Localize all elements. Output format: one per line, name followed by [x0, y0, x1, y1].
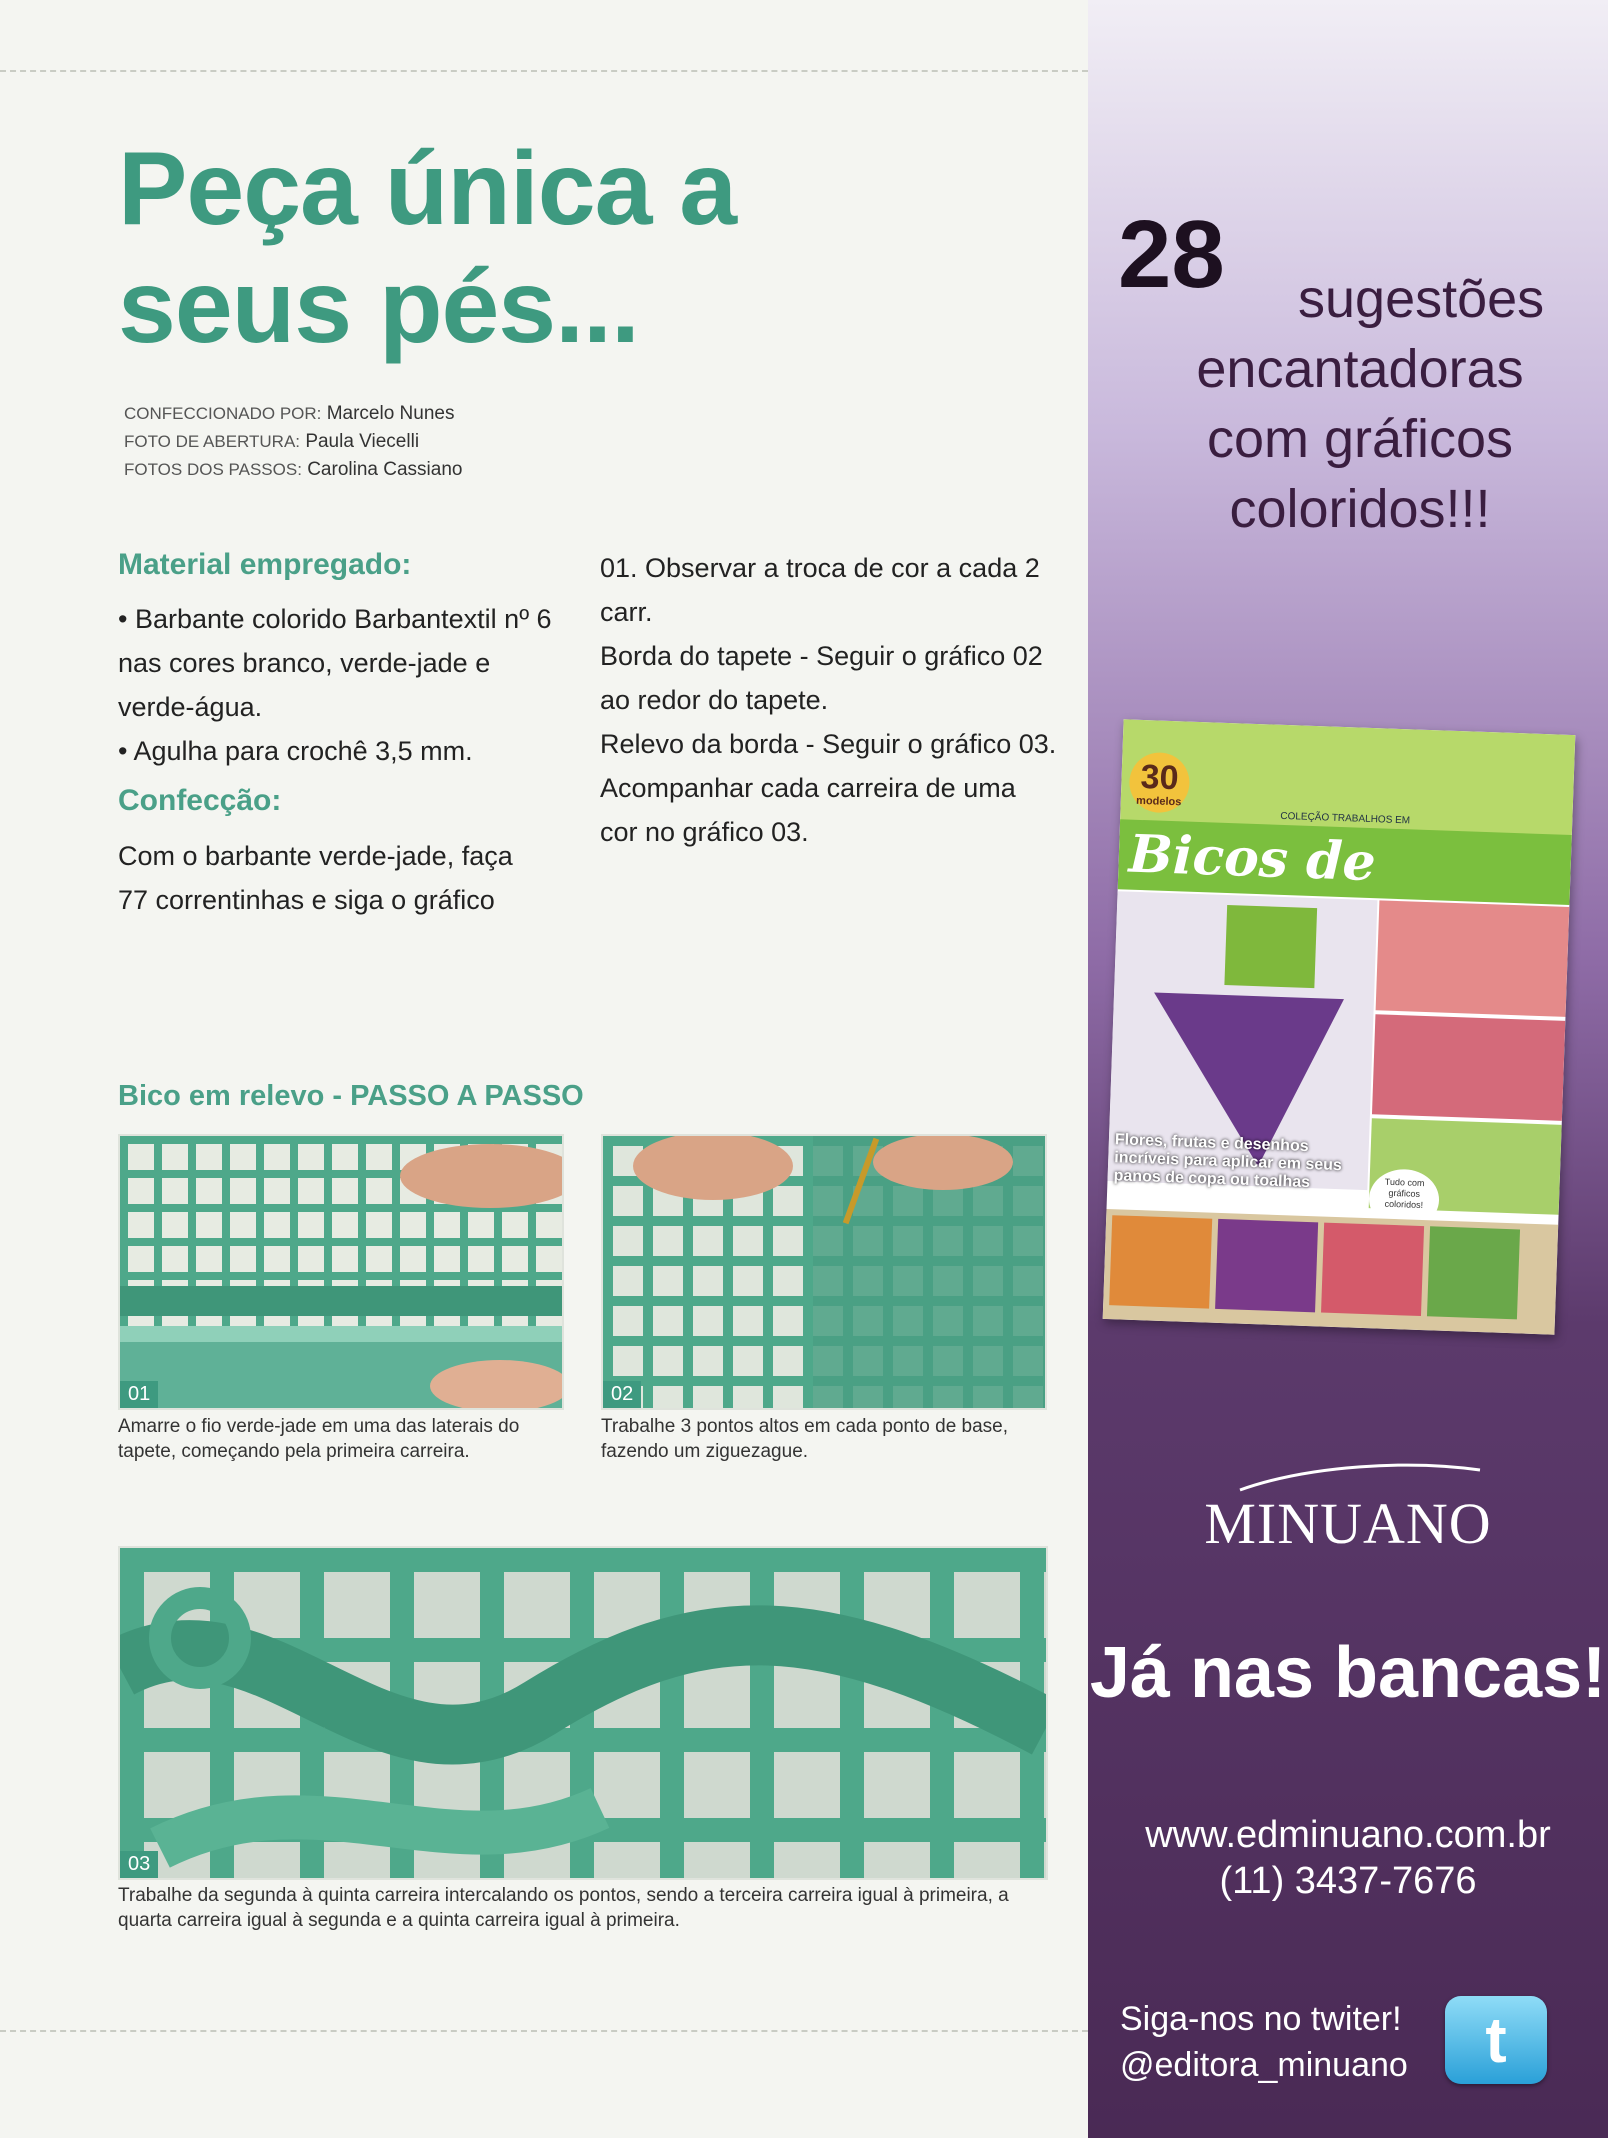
cover-badge: [1128, 752, 1190, 814]
credit-step-photos: [124, 456, 462, 484]
confeccao-heading: Confecção:: [118, 784, 282, 817]
step-photo-02: [601, 1134, 1047, 1410]
cover-edge-photo: [1372, 1014, 1565, 1121]
cover-blurb: Flores, frutas e desenhos incríveis para aplicar em seus panos de copa ou toalhas: [1113, 1131, 1343, 1192]
cover-thumb: [1427, 1226, 1520, 1319]
credit-opening-photo: [124, 428, 462, 456]
top-divider: [0, 70, 1088, 72]
instruction-paragraph: Borda do tapete - Seguir o gráfico 02 ao redor do tapete.: [600, 641, 1043, 715]
article-title: [118, 130, 918, 366]
step-photo-03: [118, 1546, 1048, 1880]
cover-tag: Tudo com gráficos coloridos!: [1368, 1168, 1440, 1230]
material-heading: Material empregado:: [118, 548, 412, 581]
cover-badge-number: 30: [1140, 757, 1180, 798]
crochet-mesh-image: [120, 1136, 562, 1408]
title-line-1: Peça única a: [118, 131, 737, 247]
credit-value: Marcelo Nunes: [326, 403, 455, 424]
credit-value: Carolina Cassiano: [307, 459, 463, 480]
cover-thumb: [1109, 1215, 1212, 1308]
credit-made-by: [124, 400, 462, 428]
credit-value: Paula Viecelli: [305, 431, 420, 452]
ad-headline-word: sugestões: [1298, 269, 1545, 329]
twitter-handle[interactable]: @editora_minuano: [1120, 2046, 1408, 2084]
step-number-badge: 01: [120, 1381, 158, 1408]
credit-label: CONFECCIONADO POR:: [124, 404, 322, 423]
step-photo-01: [118, 1134, 564, 1410]
cover-series: COLEÇÃO TRABALHOS EM: [1280, 810, 1411, 827]
cover-title: Bicos de: [1127, 823, 1377, 894]
material-item: • Barbante colorido Barbantextil nº 6 nas cores branco, verde-jade e verde-água.: [118, 604, 552, 722]
cover-thumb: [1321, 1223, 1424, 1316]
title-line-2: seus pés...: [118, 249, 639, 365]
credit-label: FOTO DE ABERTURA:: [124, 432, 301, 451]
cover-title-band: [1118, 819, 1572, 905]
cover-badge-label: modelos: [1135, 794, 1182, 809]
twitter-icon[interactable]: t: [1445, 1996, 1547, 2084]
confeccao-text: Com o barbante verde-jade, faça 77 correntinhas e siga o gráfico: [118, 841, 513, 915]
steps-heading: Bico em relevo - PASSO A PASSO: [118, 1080, 584, 1112]
ad-cta: Já nas bancas!: [1089, 1633, 1607, 1713]
instructions: [600, 546, 1060, 854]
credits: [124, 400, 462, 484]
website-link[interactable]: www.edminuano.com.br: [1145, 1814, 1551, 1856]
material-list: [118, 597, 558, 773]
brand-logo: MINUANO: [1204, 1491, 1492, 1556]
material-item: • Agulha para crochê 3,5 mm.: [118, 736, 473, 766]
crochet-zigzag-image: [603, 1136, 1045, 1408]
twitter-follow: [1120, 1996, 1408, 2088]
phone-number: (11) 3437-7676: [1219, 1860, 1477, 1902]
step-number-badge: 03: [120, 1851, 158, 1878]
follow-text: Siga-nos no twiter!: [1120, 2000, 1402, 2038]
instruction-paragraph: 01. Observar a troca de cor a cada 2 carr.: [600, 553, 1040, 627]
crochet-relief-image: [120, 1548, 1046, 1878]
instruction-paragraph: Relevo da borda - Seguir o gráfico 03. Acompanhar cada carreira de uma cor no gráfico 03.: [600, 729, 1057, 847]
step-caption-02: Trabalhe 3 pontos altos em cada ponto de base, fazendo um ziguezague.: [601, 1416, 1009, 1462]
credit-label: FOTOS DOS PASSOS:: [124, 460, 302, 479]
step-caption-03: Trabalhe da segunda à quinta carreira intercalando os pontos, sendo a terceira carreira igual à primeira, a quarta carreira igual à segunda e a quinta carreira igual à primeira.: [118, 1885, 1009, 1931]
cover-bottom-photos: [1103, 1209, 1559, 1335]
bottom-divider: [0, 2030, 1088, 2032]
contact-info: [1088, 1812, 1608, 1904]
step-number-badge: 02: [603, 1381, 641, 1408]
ad-headline: encantadoras com gráficos coloridos!!!: [1196, 339, 1524, 539]
cover-flower-photo: [1376, 900, 1570, 1017]
magazine-cover: [1103, 719, 1576, 1334]
cover-thumb: [1215, 1219, 1318, 1312]
ad-number: 28: [1118, 201, 1225, 308]
step-caption-01: Amarre o fio verde-jade em uma das laterais do tapete, começando pela primeira carreira.: [118, 1416, 520, 1462]
